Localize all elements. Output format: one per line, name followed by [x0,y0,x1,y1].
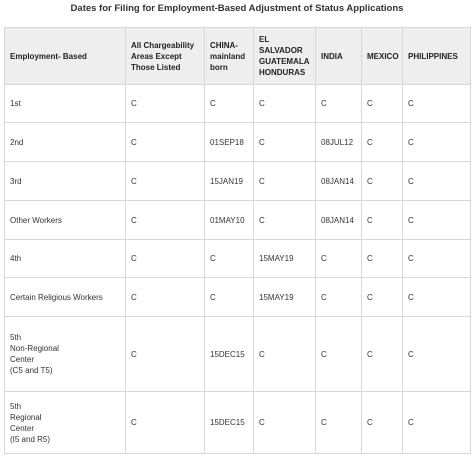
table-cell: C [403,123,471,162]
table-cell: C [316,240,362,278]
table-cell: C [205,85,254,123]
table-cell: C [362,278,403,317]
table-row [5,85,471,123]
table-cell: C [126,85,205,123]
table-cell: C [316,317,362,392]
row-category: 5th Regional Center (I5 and R5) [5,392,126,454]
table-cell: C [403,240,471,278]
table-row [5,392,471,454]
table-header-row [5,28,471,85]
table-cell: 15MAY19 [254,278,316,317]
table-cell: 08JUL12 [316,123,362,162]
table-row [5,123,471,162]
table-cell: C [316,85,362,123]
table-cell: C [316,278,362,317]
table-cell: C [403,85,471,123]
row-category: 2nd [5,123,126,162]
table-cell: C [316,392,362,454]
table-cell: C [362,162,403,201]
table-cell: C [362,317,403,392]
table-cell: 15DEC15 [205,392,254,454]
table-cell: C [126,240,205,278]
table-cell: C [403,162,471,201]
table-cell: C [254,201,316,240]
table-row [5,162,471,201]
header-china: CHINA- mainland born [205,28,254,85]
row-category: 5th Non-Regional Center (C5 and T5) [5,317,126,392]
table-cell: C [126,278,205,317]
table-cell: C [126,162,205,201]
table-cell: C [403,317,471,392]
table-cell: 01MAY10 [205,201,254,240]
row-category: Certain Religious Workers [5,278,126,317]
table-row [5,317,471,392]
table-cell: 15MAY19 [254,240,316,278]
table-cell: C [362,85,403,123]
table-cell: C [362,123,403,162]
table-cell: C [254,162,316,201]
table-cell: C [403,278,471,317]
table-cell: C [254,85,316,123]
table-cell: 15JAN19 [205,162,254,201]
row-category: 3rd [5,162,126,201]
row-category: 4th [5,240,126,278]
header-philippines: PHILIPPINES [403,28,471,85]
table-cell: 08JAN14 [316,162,362,201]
header-employment-based: Employment- Based [5,28,126,85]
header-el-salvador: EL SALVADOR GUATEMALA HONDURAS [254,28,316,85]
table-cell: C [254,123,316,162]
table-cell: C [403,201,471,240]
table-cell: C [126,201,205,240]
table-cell: C [403,392,471,454]
table-cell: C [205,240,254,278]
table-cell: C [362,201,403,240]
header-india: INDIA [316,28,362,85]
table-cell: C [205,278,254,317]
table-row [5,201,471,240]
table-cell: 01SEP18 [205,123,254,162]
table-cell: C [362,392,403,454]
table-cell: C [362,240,403,278]
row-category: 1st [5,85,126,123]
table-cell: C [126,392,205,454]
header-all-chargeability: All Chargeability Areas Except Those Listed [126,28,205,85]
page-title: Dates for Filing for Employment-Based Adjustment of Status Applications [70,3,404,14]
table-row [5,240,471,278]
table-cell: 15DEC15 [205,317,254,392]
header-mexico: MEXICO [362,28,403,85]
table-cell: C [254,392,316,454]
table-cell: C [254,317,316,392]
table-cell: C [126,317,205,392]
table-cell: C [126,123,205,162]
table-cell: 08JAN14 [316,201,362,240]
table-row [5,278,471,317]
row-category: Other Workers [5,201,126,240]
visa-bulletin-table [4,27,471,454]
